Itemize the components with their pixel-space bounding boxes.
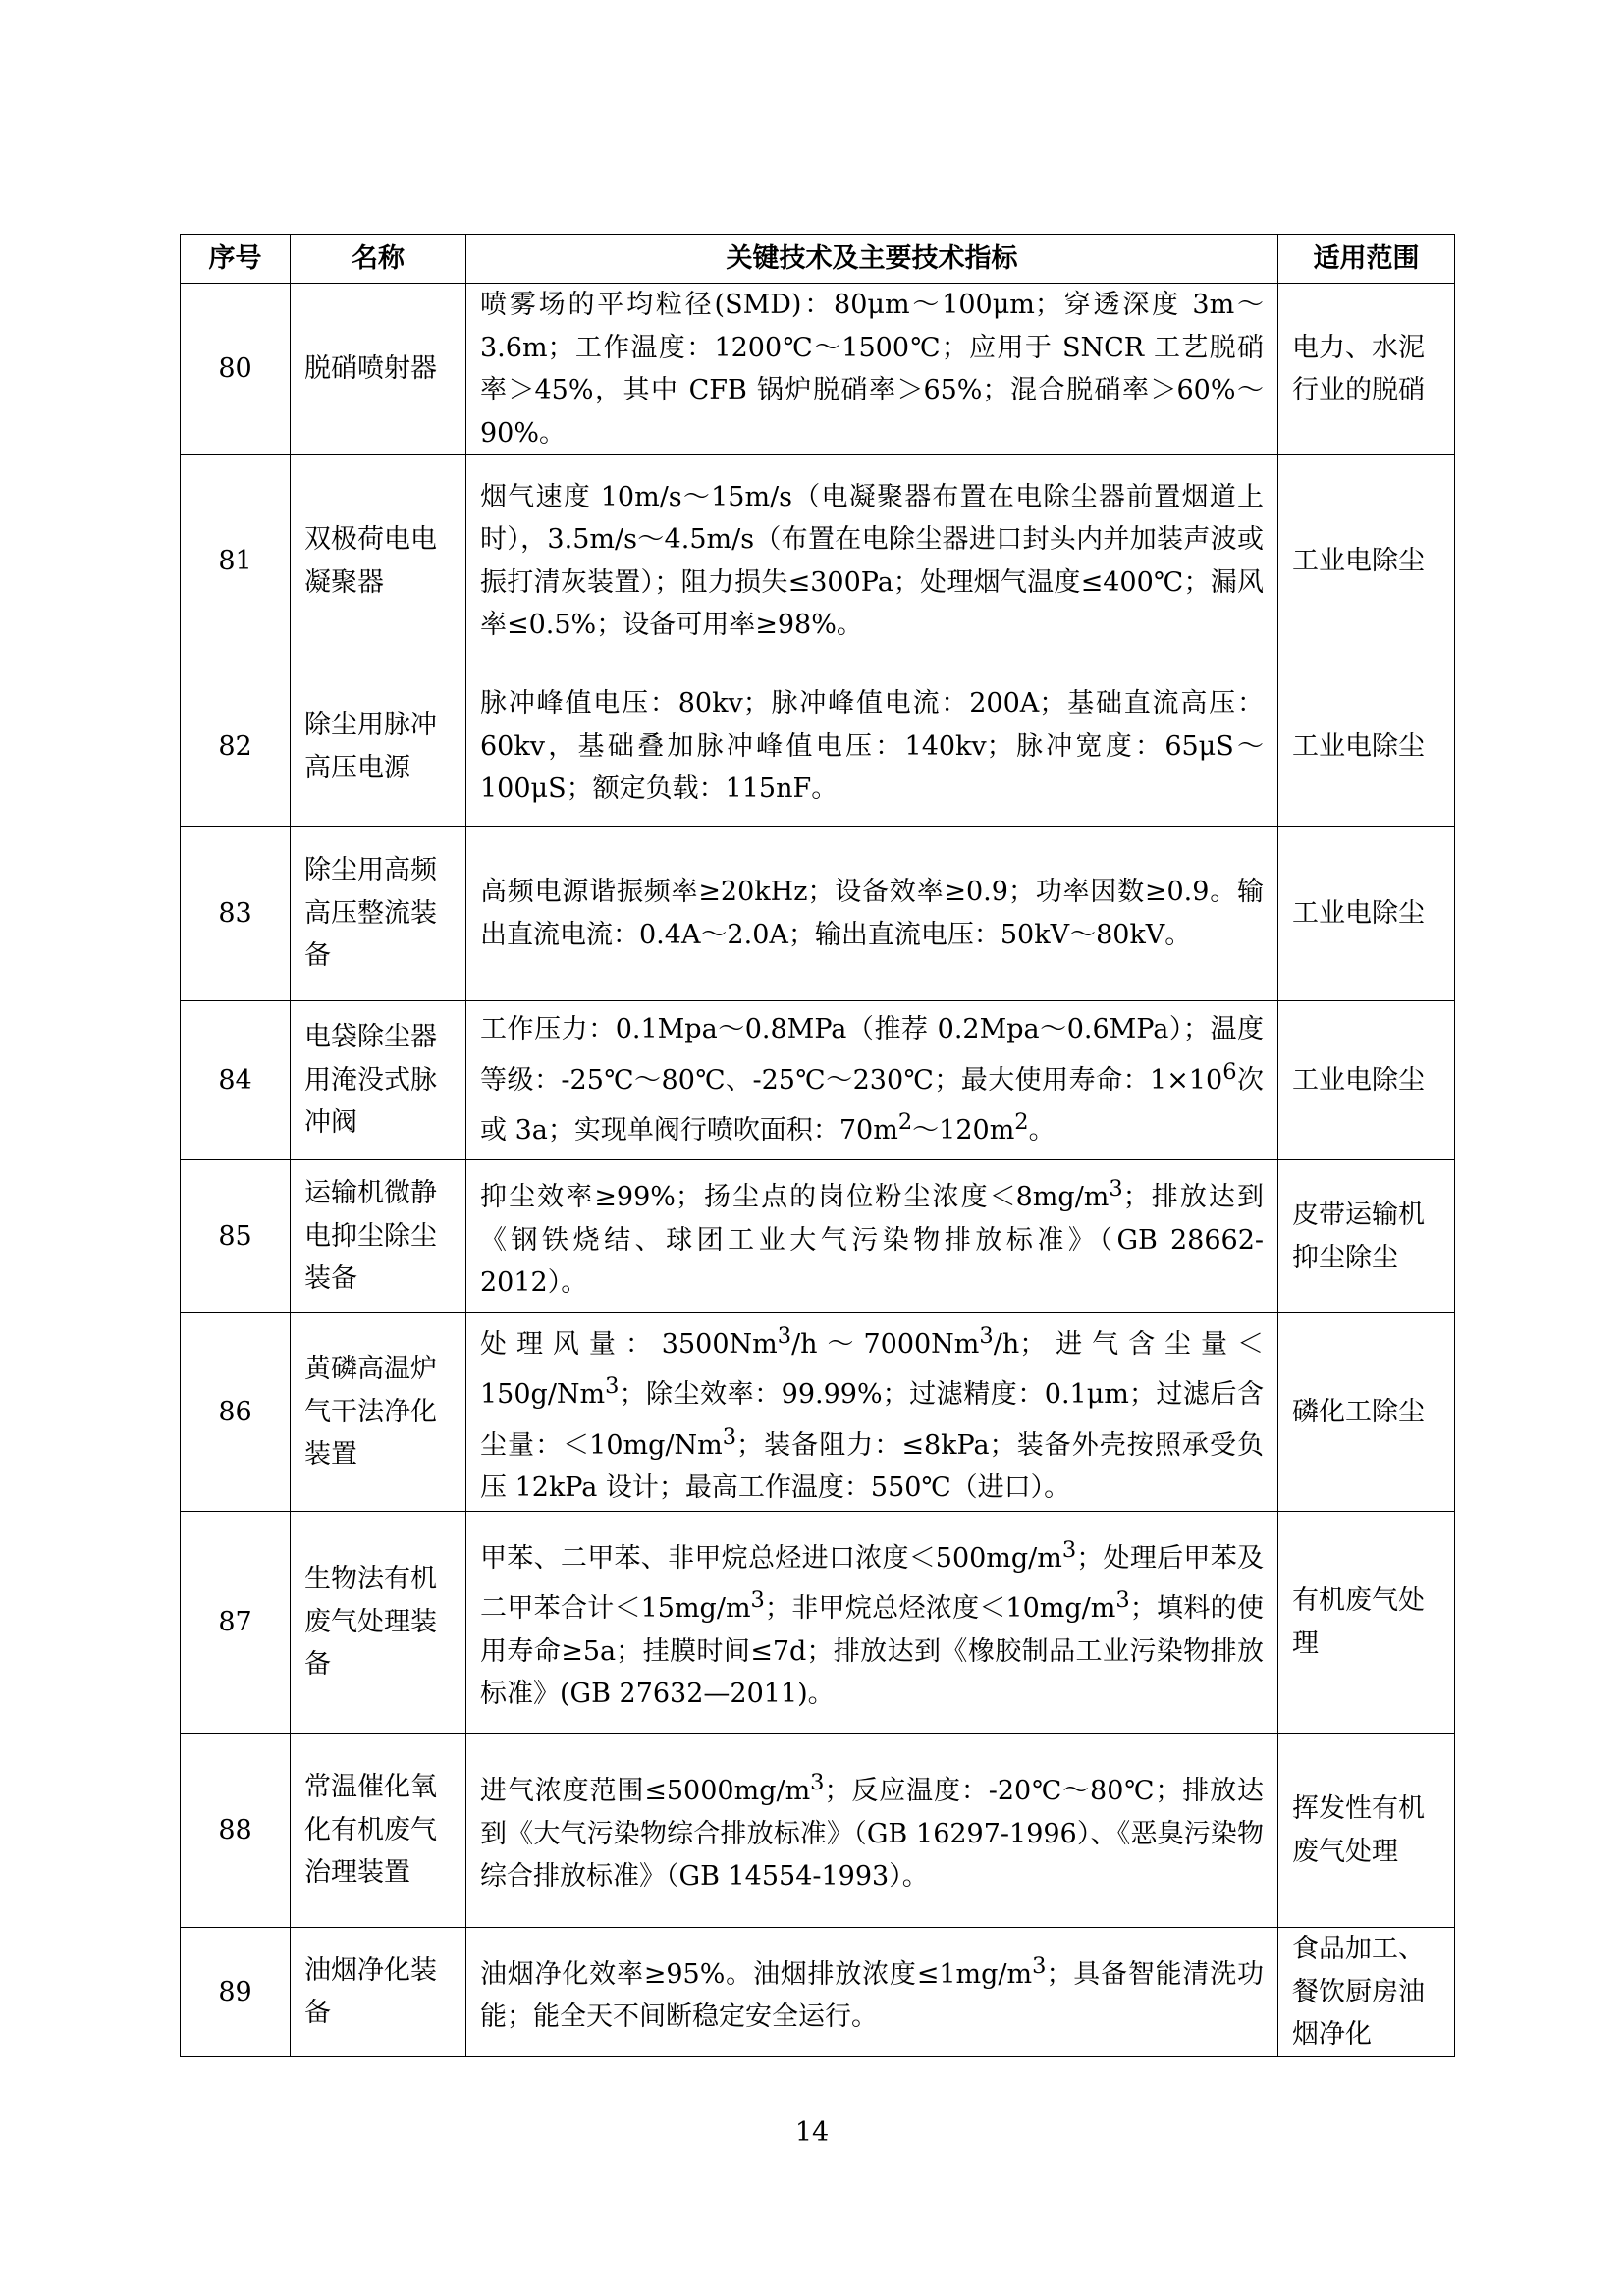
table-row	[181, 1160, 1455, 1313]
row-num: 88	[181, 1734, 291, 1928]
header-spec: 关键技术及主要技术指标	[466, 235, 1278, 284]
row-name: 油烟净化装备	[291, 1928, 466, 2057]
row-name: 黄磷高温炉气干法净化装置	[291, 1313, 466, 1512]
row-num: 82	[181, 667, 291, 827]
row-name: 双极荷电电凝聚器	[291, 455, 466, 667]
row-num: 89	[181, 1928, 291, 2057]
row-scope: 工业电除尘	[1278, 827, 1455, 1001]
row-name: 脱硝喷射器	[291, 284, 466, 455]
row-spec: 进气浓度范围$\le 5000mg/m^3$；反应温度：-20℃～80℃；排放达到《大气污染物综合排放标准》（GB 16297-1996）、《恶臭污染物综合排放标准》（GB 14554-1993）。	[466, 1734, 1278, 1928]
row-spec: 油烟净化效率≥95%。油烟排放浓度$\le 1mg/m^3$；具备智能清洗功能；能全天不间断稳定安全运行。	[466, 1928, 1278, 2057]
header-name: 名称	[291, 235, 466, 284]
row-scope: 工业电除尘	[1278, 455, 1455, 667]
row-spec: 抑尘效率≥99%；扬尘点的岗位粉尘浓度$<8mg/m^3$；排放达到《钢铁烧结、球团工业大气污染物排放标准》（GB 28662-2012）。	[466, 1160, 1278, 1313]
row-num: 86	[181, 1313, 291, 1512]
header-num: 序号	[181, 235, 291, 284]
row-spec: 喷雾场的平均粒径(SMD)：80μm～100μm；穿透深度 3m～3.6m；工作温度：1200℃～1500℃；应用于 SNCR 工艺脱硝率＞45%，其中 CFB 锅炉脱硝率＞65%；混合脱硝率＞60%～90%。	[466, 284, 1278, 455]
row-scope: 皮带运输机抑尘除尘	[1278, 1160, 1455, 1313]
row-name: 生物法有机废气处理装备	[291, 1512, 466, 1734]
row-scope: 电力、水泥行业的脱硝	[1278, 284, 1455, 455]
row-scope: 食品加工、餐饮厨房油烟净化	[1278, 1928, 1455, 2057]
equipment-spec-table	[180, 234, 1455, 2057]
table-row	[181, 827, 1455, 1001]
row-num: 83	[181, 827, 291, 1001]
table-row	[181, 1001, 1455, 1160]
row-name: 运输机微静电抑尘除尘装备	[291, 1160, 466, 1313]
table-row	[181, 455, 1455, 667]
table-row	[181, 1512, 1455, 1734]
row-spec: 脉冲峰值电压：80kv；脉冲峰值电流：200A；基础直流高压：60kv，基础叠加脉冲峰值电压：140kv；脉冲宽度：65μS～100μS；额定负载：115nF。	[466, 667, 1278, 827]
table-row	[181, 1734, 1455, 1928]
row-spec: 工作压力：0.1Mpa～0.8MPa（推荐 0.2Mpa～0.6MPa）；温度等级：-25℃～80℃、-25℃～230℃；最大使用寿命：$1\times 10^6$次或 3a；实现单阀行喷吹面积：$70m^2\sim 120m^2$。	[466, 1001, 1278, 1160]
row-name: 电袋除尘器用淹没式脉冲阀	[291, 1001, 466, 1160]
row-spec: 甲苯、二甲苯、非甲烷总烃进口浓度$<500mg/m^3$；处理后甲苯及二甲苯合计$<15mg/m^3$；非甲烷总烃浓度$<10mg/m^3$；填料的使用寿命≥5a；挂膜时间≤7d；排放达到《橡胶制品工业污染物排放标准》(GB 27632—2011)。	[466, 1512, 1278, 1734]
page-number: 14	[794, 2117, 830, 2148]
table-header-row	[181, 235, 1455, 284]
row-name: 常温催化氧化有机废气治理装置	[291, 1734, 466, 1928]
row-spec: 处理风量：3500Nm$^3$/h～7000Nm$^3$/h；进气含尘量$<150g/Nm^3$；除尘效率：99.99%；过滤精度：0.1μm；过滤后含尘量：$<10mg/Nm^3$；装备阻力：≤8kPa；装备外壳按照承受负压 12kPa 设计；最高工作温度：550℃（进口）。	[466, 1313, 1278, 1512]
row-num: 81	[181, 455, 291, 667]
row-scope: 磷化工除尘	[1278, 1313, 1455, 1512]
row-name: 除尘用脉冲高压电源	[291, 667, 466, 827]
row-scope: 工业电除尘	[1278, 667, 1455, 827]
row-spec: 高频电源谐振频率≥20kHz；设备效率≥0.9；功率因数≥0.9。输出直流电流：0.4A～2.0A；输出直流电压：50kV～80kV。	[466, 827, 1278, 1001]
row-scope: 工业电除尘	[1278, 1001, 1455, 1160]
table-row	[181, 1313, 1455, 1512]
row-num: 87	[181, 1512, 291, 1734]
row-scope: 有机废气处理	[1278, 1512, 1455, 1734]
table-row	[181, 284, 1455, 455]
row-num: 85	[181, 1160, 291, 1313]
row-scope: 挥发性有机废气处理	[1278, 1734, 1455, 1928]
row-spec: 烟气速度 10m/s～15m/s（电凝聚器布置在电除尘器前置烟道上时），3.5m/s～4.5m/s（布置在电除尘器进口封头内并加装声波或振打清灰装置）；阻力损失≤300Pa；处理烟气温度≤400℃；漏风率≤0.5%；设备可用率≥98%。	[466, 455, 1278, 667]
header-scope: 适用范围	[1278, 235, 1455, 284]
table-row	[181, 667, 1455, 827]
row-num: 84	[181, 1001, 291, 1160]
table-row	[181, 1928, 1455, 2057]
row-name: 除尘用高频高压整流装备	[291, 827, 466, 1001]
row-num: 80	[181, 284, 291, 455]
